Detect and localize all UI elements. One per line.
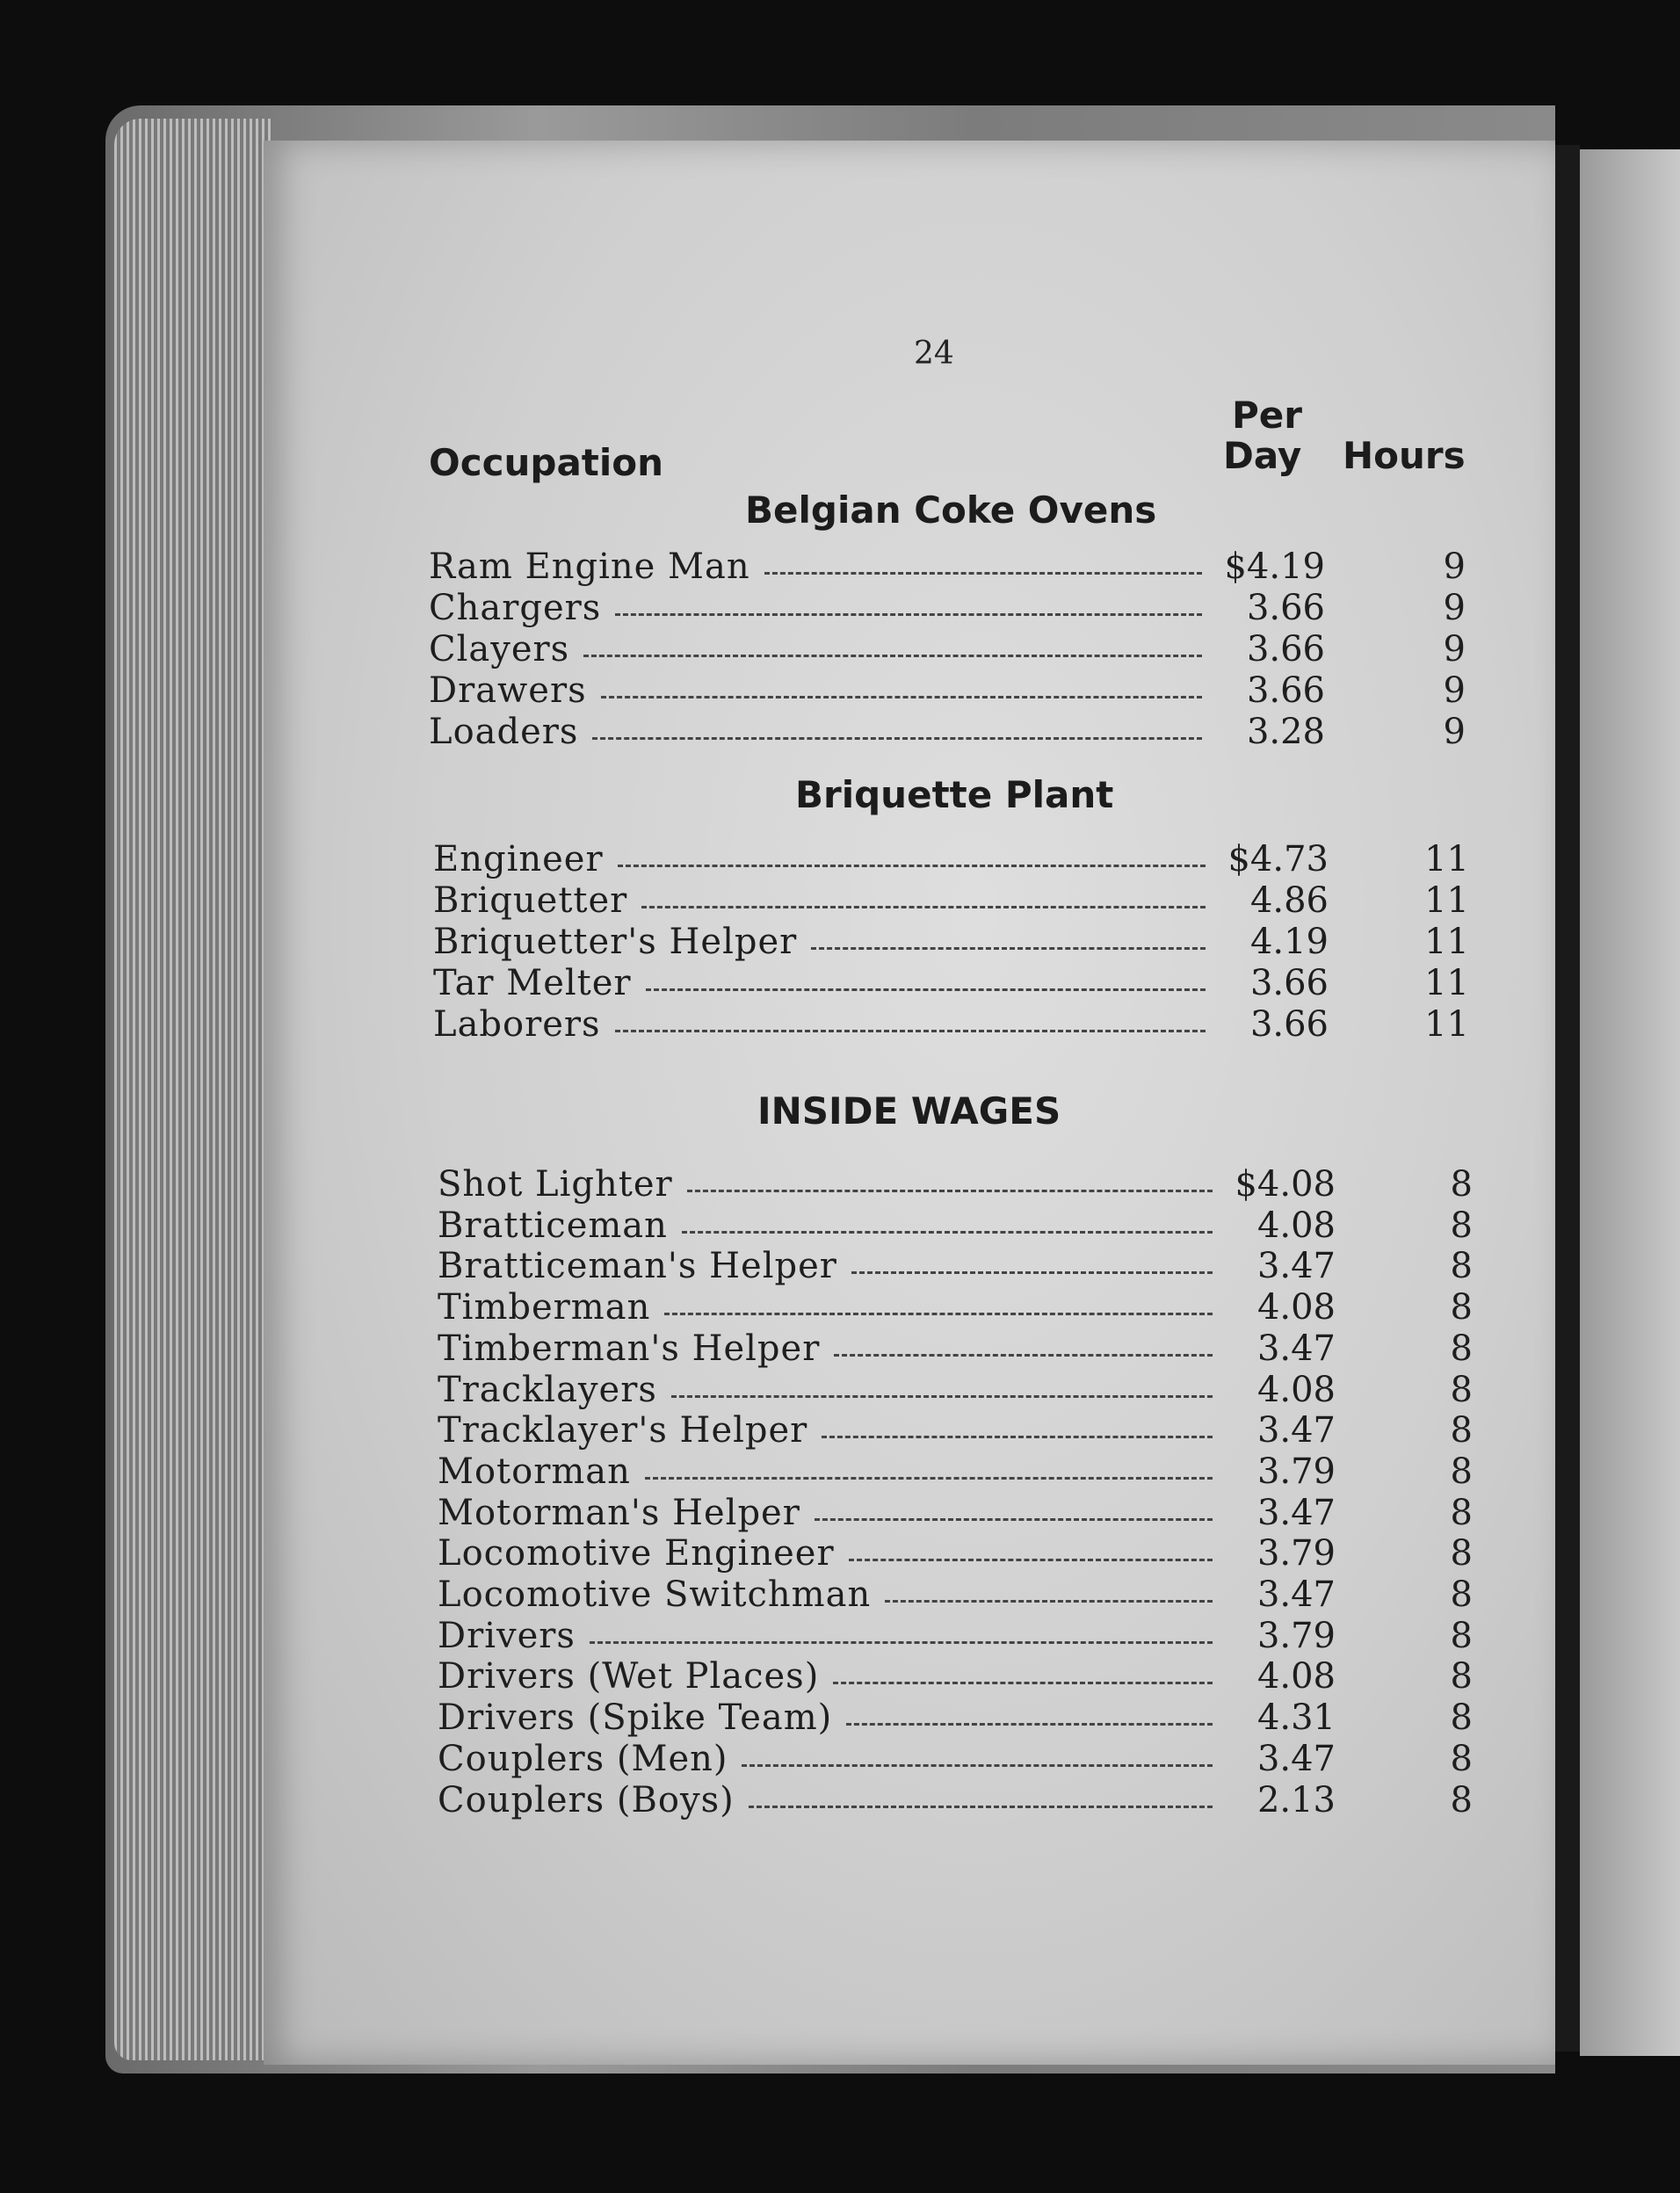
hours-cell: 9 <box>1443 629 1466 669</box>
dot-leader <box>764 572 1202 575</box>
table-row <box>433 922 1469 962</box>
occupation-cell: Couplers (Men) <box>438 1738 728 1779</box>
dot-leader <box>645 1477 1213 1480</box>
hours-cell: 11 <box>1424 839 1469 879</box>
page-number: 24 <box>914 336 954 372</box>
pay-per-day-cell: 3.47 <box>1256 1492 1336 1533</box>
hours-cell: 8 <box>1450 1574 1473 1615</box>
pay-per-day-cell: $4.19 <box>1224 546 1325 587</box>
table-row <box>433 1004 1469 1045</box>
hours-cell: 8 <box>1450 1451 1473 1492</box>
hours-cell: 8 <box>1450 1369 1473 1410</box>
pay-per-day-cell: 3.66 <box>1249 963 1329 1003</box>
section-title: Briquette Plant <box>795 773 1114 816</box>
header-per: Per <box>1232 394 1302 437</box>
dot-leader <box>846 1723 1213 1726</box>
pay-per-day-cell: 3.79 <box>1256 1615 1336 1656</box>
occupation-cell: Timberman <box>438 1287 651 1328</box>
occupation-cell: Timberman's Helper <box>438 1328 821 1369</box>
occupation-cell: Bratticeman's Helper <box>438 1246 837 1287</box>
hours-cell: 8 <box>1450 1328 1473 1369</box>
occupation-cell: Laborers <box>433 1004 601 1045</box>
occupation-cell: Tracklayers <box>438 1369 657 1410</box>
table-row <box>429 588 1466 628</box>
hours-cell: 9 <box>1443 712 1466 752</box>
occupation-cell: Motorman <box>438 1451 631 1492</box>
occupation-cell: Locomotive Switchman <box>438 1574 872 1615</box>
table-row <box>438 1410 1473 1451</box>
hours-cell: 8 <box>1450 1287 1473 1328</box>
table-row <box>438 1205 1473 1246</box>
hours-cell: 8 <box>1450 1656 1473 1697</box>
occupation-cell: Tar Melter <box>433 963 632 1003</box>
occupation-cell: Shot Lighter <box>438 1164 673 1205</box>
dot-leader <box>618 865 1206 867</box>
hours-cell: 8 <box>1450 1779 1473 1820</box>
dot-leader <box>815 1518 1213 1521</box>
pay-per-day-cell: 4.08 <box>1256 1205 1336 1246</box>
table-row <box>438 1246 1473 1286</box>
occupation-cell: Ram Engine Man <box>429 546 750 587</box>
table-row <box>429 546 1466 587</box>
hours-cell: 8 <box>1450 1164 1473 1205</box>
dot-leader <box>851 1271 1213 1274</box>
dot-leader <box>885 1600 1213 1603</box>
occupation-cell: Briquetter <box>433 880 628 921</box>
table-row <box>438 1616 1473 1656</box>
dot-leader <box>822 1436 1213 1438</box>
hours-cell: 9 <box>1443 588 1466 628</box>
dot-leader <box>615 1030 1206 1032</box>
dot-leader <box>664 1313 1213 1315</box>
page-edges <box>114 119 272 2060</box>
book-spine <box>1555 145 1580 2052</box>
facing-page <box>1580 149 1680 2056</box>
occupation-cell: Couplers (Boys) <box>438 1779 735 1820</box>
pay-per-day-cell: $4.73 <box>1227 839 1329 879</box>
table-row <box>438 1370 1473 1410</box>
occupation-cell: Drivers <box>438 1615 576 1656</box>
pay-per-day-cell: 4.08 <box>1256 1369 1336 1410</box>
hours-cell: 8 <box>1450 1410 1473 1451</box>
occupation-cell: Clayers <box>429 629 570 669</box>
occupation-cell: Drivers (Spike Team) <box>438 1697 833 1739</box>
section-title: INSIDE WAGES <box>757 1089 1061 1133</box>
pay-per-day-cell: 3.47 <box>1256 1328 1336 1369</box>
pay-per-day-cell: 4.31 <box>1256 1697 1336 1739</box>
hours-cell: 9 <box>1443 670 1466 711</box>
table-row <box>433 963 1469 1003</box>
pay-per-day-cell: 3.66 <box>1246 629 1325 669</box>
hours-cell: 9 <box>1443 546 1466 587</box>
pay-per-day-cell: 3.47 <box>1256 1410 1336 1451</box>
occupation-cell: Loaders <box>429 712 579 752</box>
table-row <box>438 1697 1473 1738</box>
occupation-cell: Bratticeman <box>438 1205 668 1246</box>
table-row <box>438 1451 1473 1492</box>
hours-cell: 8 <box>1450 1615 1473 1656</box>
occupation-cell: Tracklayer's Helper <box>438 1410 808 1451</box>
pay-per-day-cell: 4.08 <box>1256 1656 1336 1697</box>
dot-leader <box>849 1559 1213 1561</box>
table-row <box>438 1574 1473 1615</box>
header-occupation: Occupation <box>429 441 664 484</box>
hours-cell: 11 <box>1424 922 1469 962</box>
header-day: Day <box>1223 434 1302 477</box>
table-row <box>438 1328 1473 1369</box>
occupation-cell: Motorman's Helper <box>438 1492 800 1533</box>
dot-leader <box>682 1231 1213 1234</box>
hours-cell: 11 <box>1424 1004 1469 1045</box>
pay-per-day-cell: 3.28 <box>1246 712 1325 752</box>
dot-leader <box>641 906 1206 908</box>
table-row <box>433 880 1469 921</box>
dot-leader <box>592 737 1202 740</box>
table-row <box>438 1739 1473 1779</box>
pay-per-day-cell: 3.47 <box>1256 1246 1336 1287</box>
table-row <box>429 670 1466 711</box>
dot-leader <box>811 947 1206 950</box>
table-row <box>438 1164 1473 1205</box>
hours-cell: 11 <box>1424 963 1469 1003</box>
hours-cell: 8 <box>1450 1205 1473 1246</box>
dot-leader <box>834 1354 1213 1357</box>
pay-per-day-cell: 4.19 <box>1249 922 1329 962</box>
table-row <box>433 839 1469 879</box>
pay-per-day-cell: 3.66 <box>1246 670 1325 711</box>
pay-per-day-cell: 3.79 <box>1256 1533 1336 1574</box>
pay-per-day-cell: $4.08 <box>1235 1164 1336 1205</box>
table-row <box>438 1287 1473 1328</box>
table-row <box>438 1493 1473 1533</box>
dot-leader <box>671 1395 1213 1398</box>
section-title: Belgian Coke Ovens <box>745 489 1157 532</box>
dot-leader <box>583 655 1202 657</box>
table-row <box>438 1780 1473 1820</box>
occupation-cell: Briquetter's Helper <box>433 922 798 962</box>
dot-leader <box>742 1764 1213 1767</box>
pay-per-day-cell: 3.47 <box>1256 1574 1336 1615</box>
pay-per-day-cell: 3.66 <box>1249 1004 1329 1045</box>
dot-leader <box>749 1806 1213 1808</box>
pay-per-day-cell: 3.66 <box>1246 588 1325 628</box>
occupation-cell: Chargers <box>429 588 602 628</box>
table-row <box>438 1656 1473 1697</box>
hours-cell: 8 <box>1450 1492 1473 1533</box>
header-hours: Hours <box>1343 434 1466 477</box>
dot-leader <box>833 1682 1213 1684</box>
dot-leader <box>601 696 1202 698</box>
occupation-cell: Drivers (Wet Places) <box>438 1656 820 1697</box>
hours-cell: 8 <box>1450 1533 1473 1574</box>
occupation-cell: Locomotive Engineer <box>438 1533 835 1574</box>
hours-cell: 8 <box>1450 1697 1473 1739</box>
table-row <box>429 629 1466 669</box>
pay-per-day-cell: 3.79 <box>1256 1451 1336 1492</box>
pay-per-day-cell: 4.08 <box>1256 1287 1336 1328</box>
dot-leader <box>687 1190 1213 1192</box>
occupation-cell: Drawers <box>429 670 587 711</box>
pay-per-day-cell: 3.47 <box>1256 1738 1336 1779</box>
table-row <box>429 712 1466 752</box>
pay-per-day-cell: 2.13 <box>1256 1779 1336 1820</box>
pay-per-day-cell: 4.86 <box>1249 880 1329 921</box>
hours-cell: 8 <box>1450 1246 1473 1287</box>
table-row <box>438 1533 1473 1574</box>
hours-cell: 11 <box>1424 880 1469 921</box>
occupation-cell: Engineer <box>433 839 604 879</box>
dot-leader <box>590 1641 1213 1644</box>
dot-leader <box>615 613 1202 616</box>
hours-cell: 8 <box>1450 1738 1473 1779</box>
dot-leader <box>646 988 1206 991</box>
